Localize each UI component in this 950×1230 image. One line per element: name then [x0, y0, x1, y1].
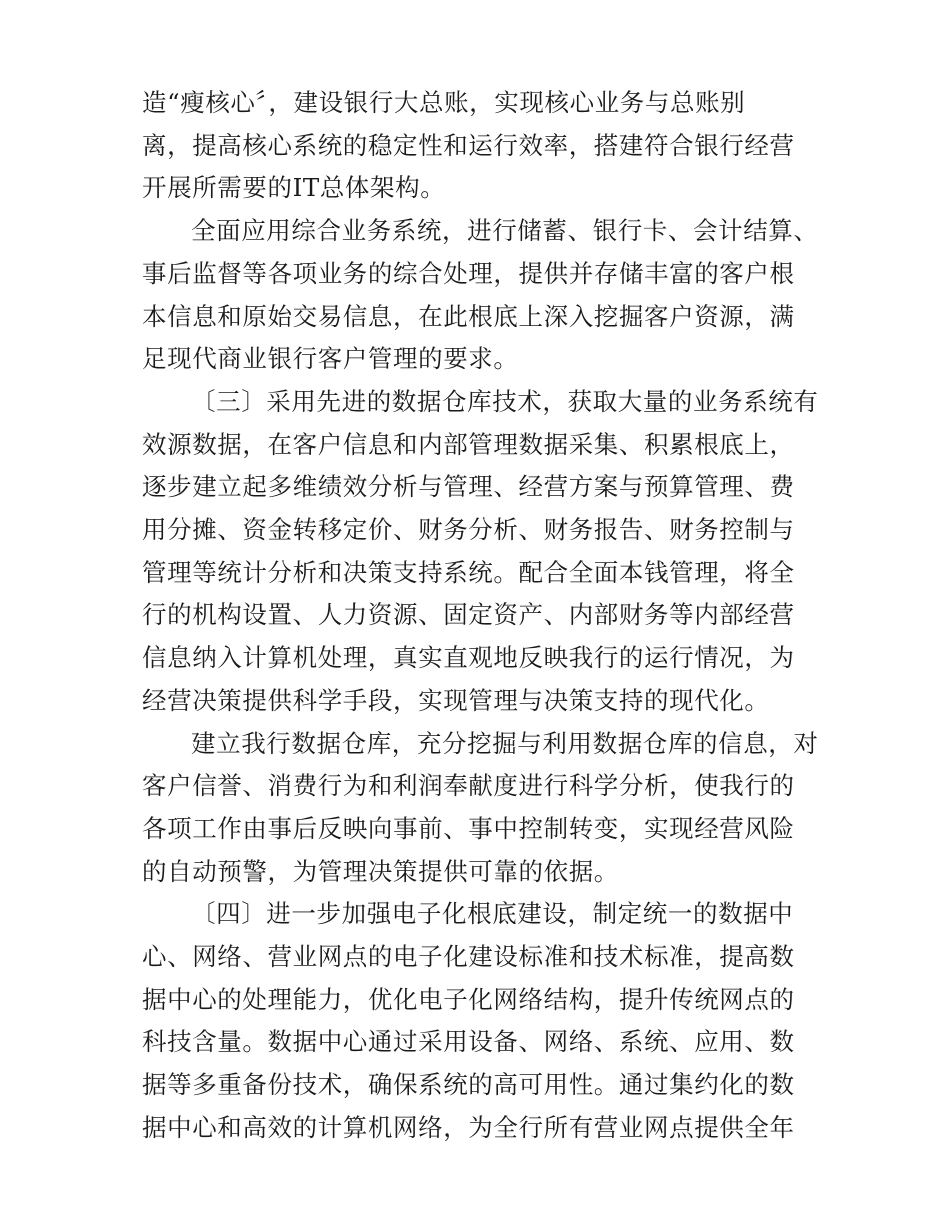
text-line: 各项工作由事后反映向事前、事中控制转变，实现经营风险 [142, 813, 795, 843]
text-line: 据中心和高效的计算机网络，为全行所有营业网点提供全年 [142, 1112, 795, 1142]
paragraph-p2 [142, 210, 822, 381]
text-line: 开展所需要的IT总体架构。 [142, 173, 446, 203]
text-line: 管理等统计分析和决策支持系统。配合全面本钱管理，将全 [142, 557, 795, 587]
text-line: 造“瘦核心〞，建设银行大总账，实现核心业务与总账别 [142, 88, 746, 117]
text-line: 事后监督等各项业务的综合处理，提供并存储丰富的客户根 [142, 258, 795, 288]
text-line: 行的机构设置、人力资源、固定资产、内部财务等内部经营 [142, 600, 795, 630]
text-line: 效源数据，在客户信息和内部管理数据采集、积累根底上， [142, 429, 795, 459]
paragraph-p4 [142, 723, 822, 894]
text-line: 建立我行数据仓库，充分挖掘与利用数据仓库的信息，对 [191, 728, 819, 758]
paragraph-p3 [142, 381, 822, 723]
text-line: 据中心的处理能力，优化电子化网络结构，提升传统网点的 [142, 984, 795, 1014]
paragraph-p1 [142, 82, 822, 210]
text-line: 据等多重备份技术，确保系统的高可用性。通过集约化的数 [142, 1070, 795, 1100]
text-line: 心、网络、营业网点的电子化建设标准和技术标准，提高数 [142, 942, 795, 972]
text-line: 离，提高核心系统的稳定性和运行效率，搭建符合银行经营 [142, 130, 795, 160]
paragraph-p5 [142, 893, 822, 1149]
text-line: 经营决策提供科学手段，实现管理与决策支持的现代化。 [142, 685, 770, 715]
text-line: 〔三〕采用先进的数据仓库技术，获取大量的业务系统有 [191, 386, 819, 416]
text-line: 用分摊、资金转移定价、财务分析、财务报告、财务控制与 [142, 515, 795, 545]
text-line: 的自动预警，为管理决策提供可靠的依据。 [142, 856, 619, 886]
text-line: 逐步建立起多维绩效分析与管理、经营方案与预算管理、费 [142, 472, 795, 502]
text-line: 〔四〕进一步加强电子化根底建设，制定统一的数据中 [191, 899, 794, 929]
text-line: 科技含量。数据中心通过采用设备、网络、系统、应用、数 [142, 1027, 795, 1057]
document-body [142, 82, 822, 1150]
text-line: 客户信誉、消费行为和利润奉献度进行科学分析，使我行的 [142, 771, 795, 801]
text-line: 足现代商业银行客户管理的要求。 [142, 344, 519, 374]
text-line: 全面应用综合业务系统，进行储蓄、银行卡、会计结算、 [191, 216, 819, 246]
text-line: 本信息和原始交易信息，在此根底上深入挖掘客户资源，满 [142, 301, 795, 331]
text-line: 信息纳入计算机处理，真实直观地反映我行的运行情况，为 [142, 643, 795, 673]
